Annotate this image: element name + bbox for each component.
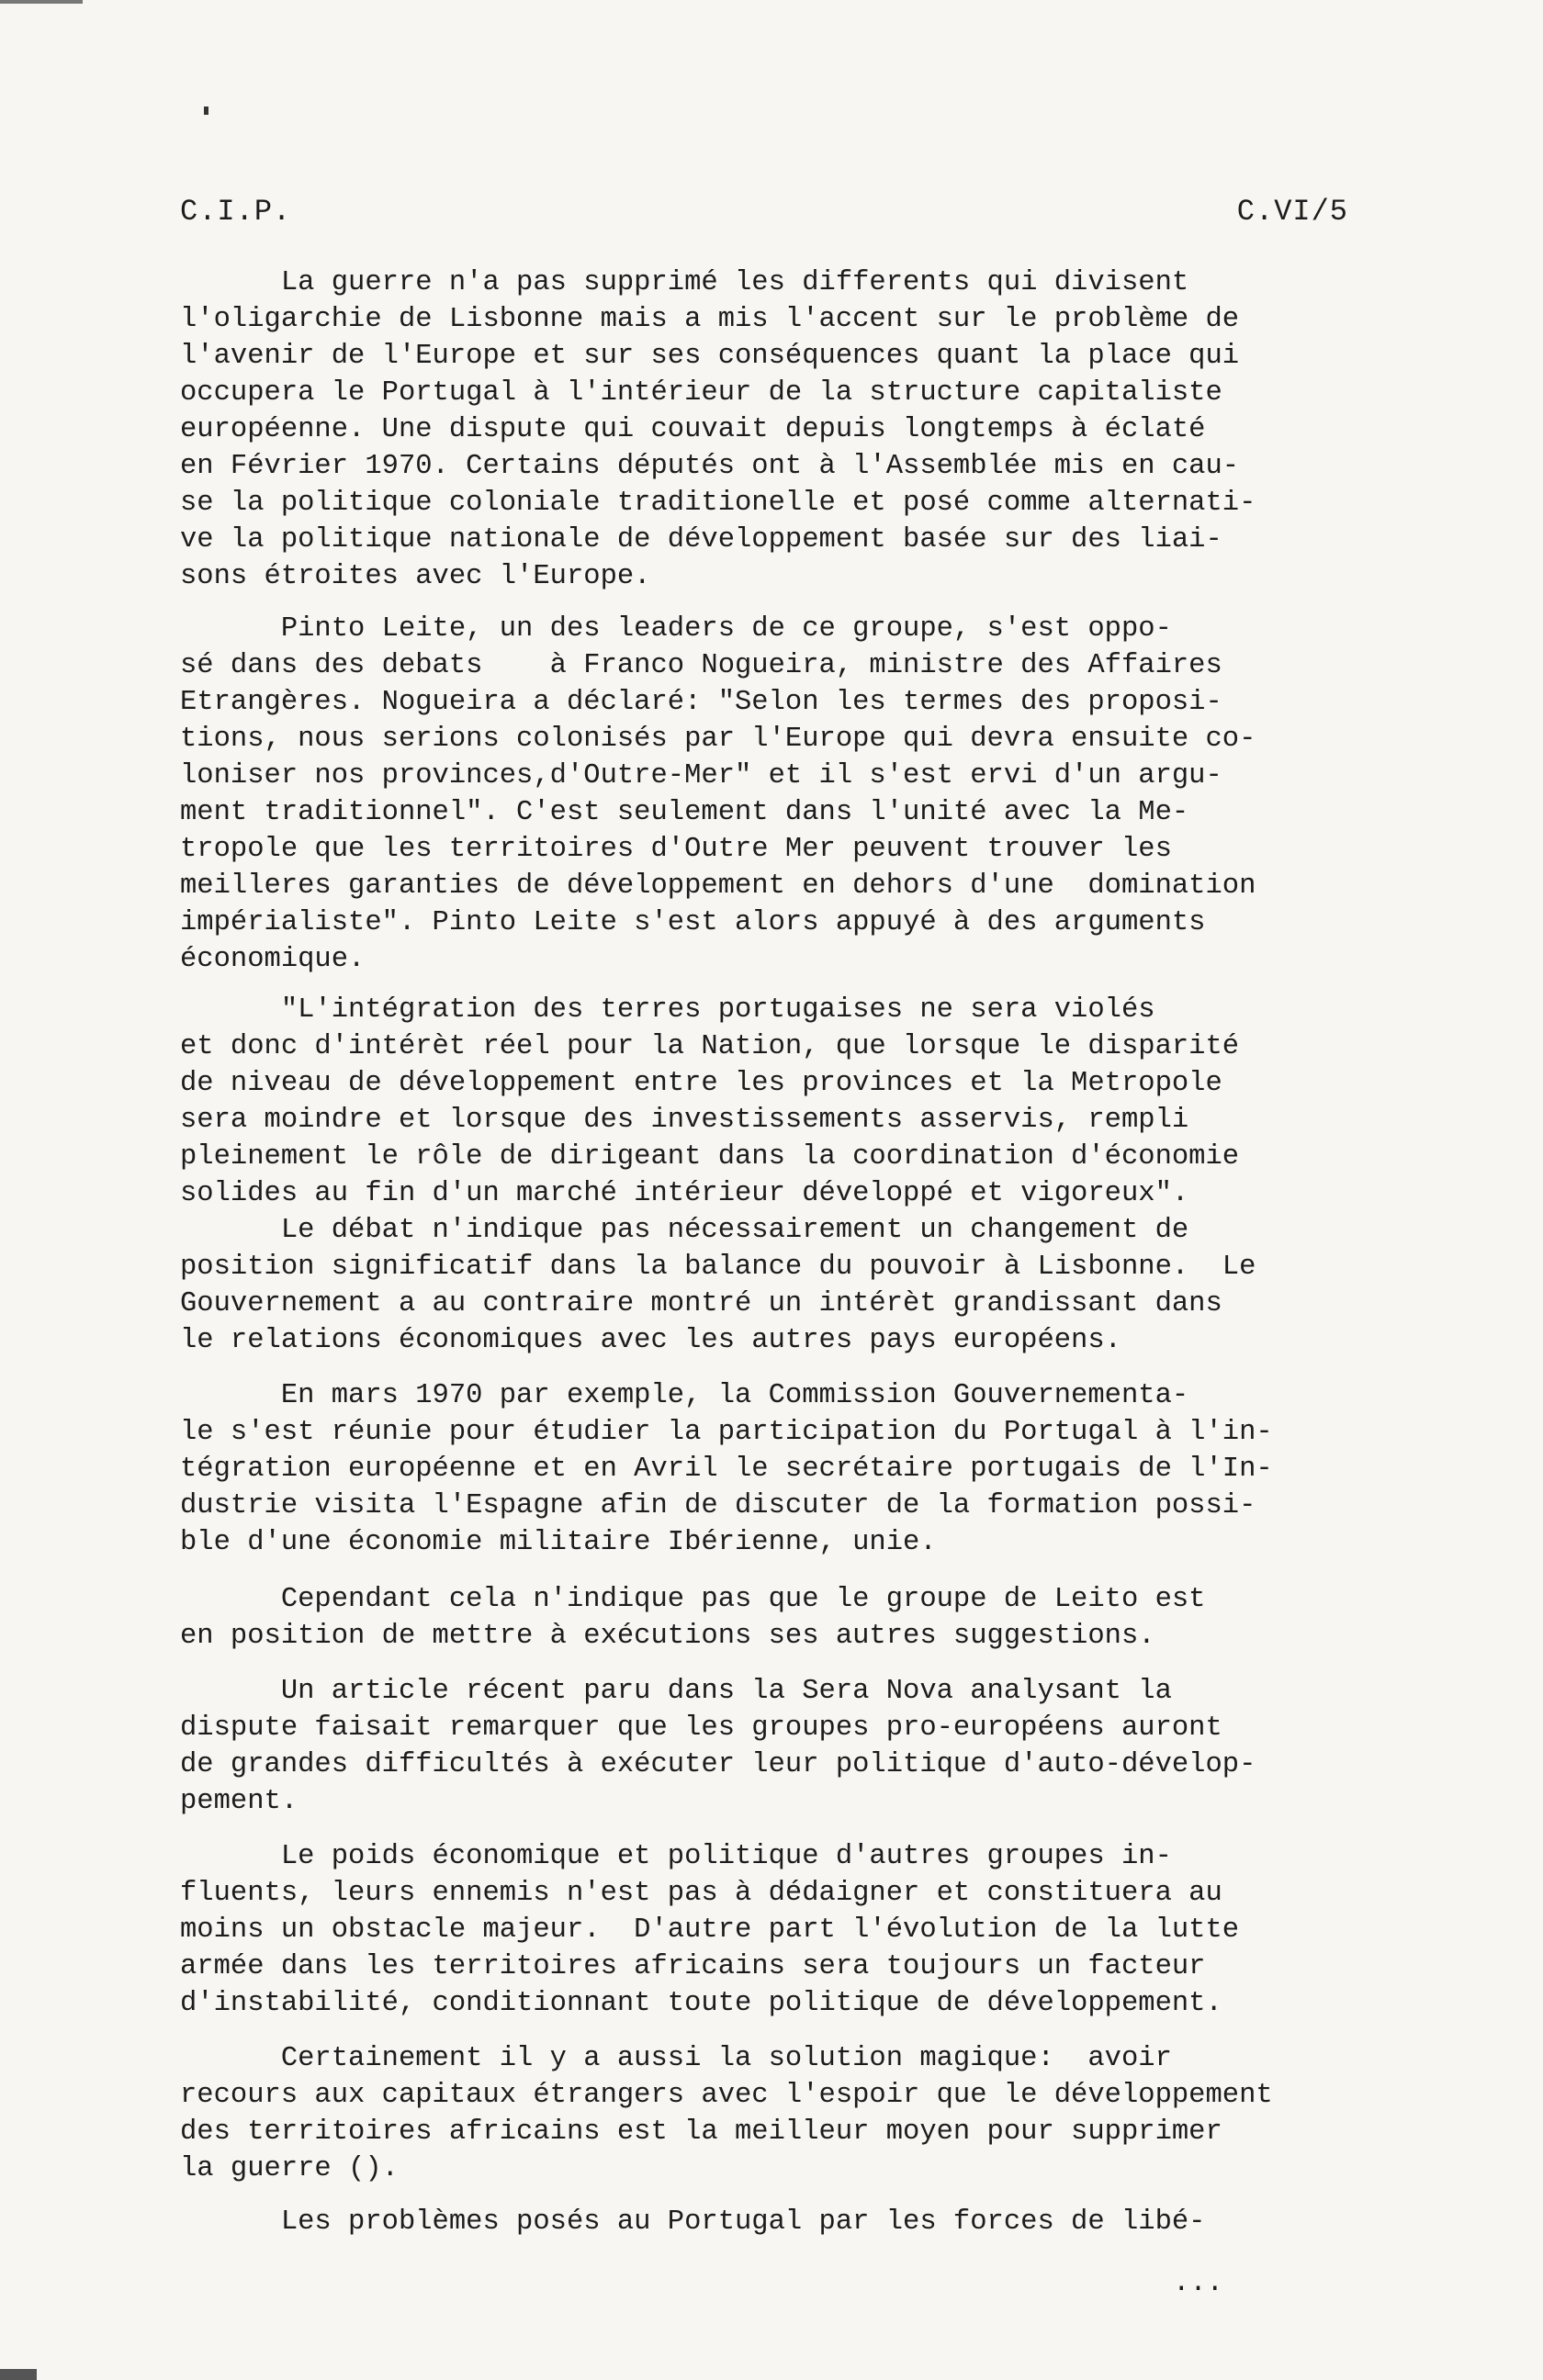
paragraph-2 [180, 611, 1402, 978]
text-line: loniser nos provinces,d'Outre-Mer" et il s'est ervi d'un argu- [180, 760, 1222, 791]
text-line: l'avenir de l'Europe et sur ses conséquences quant la place qui [180, 341, 1240, 372]
text-line: Gouvernement a au contraire montré un intérèt grandissant dans [180, 1288, 1222, 1319]
text-line: ve la politique nationale de développement basée sur des liai- [180, 524, 1222, 556]
text-line: dustrie visita l'Espagne afin de discuter de la formation possi- [180, 1490, 1256, 1521]
header-reference-left: C.I.P. [180, 195, 292, 229]
paragraph-5 [180, 1581, 1402, 1655]
text-line: Le poids économique et politique d'autres groupes in- [180, 1841, 1172, 1872]
scan-edge-mark [0, 0, 83, 4]
header-reference-right: C.VI/5 [1236, 195, 1348, 229]
text-line: dispute faisait remarquer que les groupes pro-européens auront [180, 1712, 1222, 1744]
text-line: sera moindre et lorsque des investissements asservis, rempli [180, 1105, 1189, 1136]
scan-mark [204, 107, 208, 115]
text-line: occupera le Portugal à l'intérieur de la structure capitaliste [180, 377, 1222, 409]
text-line: sons étroites avec l'Europe. [180, 561, 651, 592]
text-line: européenne. Une dispute qui couvait depuis longtemps à éclaté [180, 414, 1206, 445]
text-line: Un article récent paru dans la Sera Nova analysant la [180, 1676, 1172, 1707]
text-line: impérialiste". Pinto Leite s'est alors appuyé à des arguments [180, 907, 1206, 938]
text-line: économique. [180, 944, 366, 975]
text-line: solides au fin d'un marché intérieur développé et vigoreux". [180, 1178, 1189, 1209]
text-line: Pinto Leite, un des leaders de ce groupe, s'est oppo- [180, 613, 1172, 645]
text-line: recours aux capitaux étrangers avec l'espoir que le développement [180, 2080, 1273, 2111]
paragraph-6 [180, 1673, 1402, 1820]
text-line: "L'intégration des terres portugaises ne sera violés [180, 994, 1155, 1026]
text-line: et donc d'intérèt réel pour la Nation, que lorsque le disparité [180, 1031, 1240, 1062]
paragraph-8 [180, 2040, 1402, 2187]
text-line: Le débat n'indique pas nécessairement un changement de [180, 1215, 1189, 1246]
text-line: En mars 1970 par exemple, la Commission Gouvernementa- [180, 1380, 1189, 1411]
text-line: tégration européenne et en Avril le secrétaire portugais de l'In- [180, 1454, 1273, 1485]
text-line: pement. [180, 1786, 298, 1817]
text-line: en Février 1970. Certains députés ont à l'Assemblée mis en cau- [180, 451, 1240, 482]
paragraph-1 [180, 264, 1402, 595]
text-line: se la politique coloniale traditionelle et posé comme alternati- [180, 488, 1256, 519]
text-line: de niveau de développement entre les provinces et la Metropole [180, 1068, 1222, 1099]
paragraph-9 [180, 2204, 1402, 2240]
text-line: tions, nous serions colonisés par l'Europe qui devra ensuite co- [180, 724, 1256, 755]
text-line: fluents, leurs ennemis n'est pas à dédaigner et constituera au [180, 1878, 1222, 1909]
text-line: le s'est réunie pour étudier la participation du Portugal à l'in- [180, 1417, 1273, 1448]
text-line: d'instabilité, conditionnant toute politique de développement. [180, 1988, 1222, 2019]
text-line: Cependant cela n'indique pas que le groupe de Leito est [180, 1584, 1206, 1615]
text-line: des territoires africains est la meilleur moyen pour supprimer [180, 2116, 1222, 2148]
text-line: ment traditionnel". C'est seulement dans l'unité avec la Me- [180, 797, 1189, 828]
scan-edge-mark [0, 2369, 37, 2380]
text-line: pleinement le rôle de dirigeant dans la coordination d'économie [180, 1141, 1240, 1173]
text-line: La guerre n'a pas supprimé les differents qui divisent [180, 267, 1189, 298]
text-line: de grandes difficultés à exécuter leur politique d'auto-dévelop- [180, 1749, 1256, 1780]
text-line: le relations économiques avec les autres pays européens. [180, 1325, 1121, 1356]
text-line: la guerre (). [180, 2153, 399, 2184]
text-line: en position de mettre à exécutions ses autres suggestions. [180, 1621, 1155, 1652]
continuation-marker: ... [1173, 2268, 1223, 2299]
paragraph-7 [180, 1838, 1402, 2022]
text-line: sé dans des debats à Franco Nogueira, ministre des Affaires [180, 650, 1222, 681]
text-line: position significatif dans la balance du pouvoir à Lisbonne. Le [180, 1252, 1256, 1283]
paragraph-3 [180, 992, 1402, 1359]
text-line: armée dans les territoires africains sera toujours un facteur [180, 1951, 1206, 1982]
text-line: moins un obstacle majeur. D'autre part l'évolution de la lutte [180, 1914, 1240, 1946]
text-line: ble d'une économie militaire Ibérienne, unie. [180, 1527, 937, 1558]
text-line: Certainement il y a aussi la solution magique: avoir [180, 2043, 1172, 2074]
text-line: l'oligarchie de Lisbonne mais a mis l'accent sur le problème de [180, 304, 1240, 335]
text-line: Etrangères. Nogueira a déclaré: "Selon les termes des proposi- [180, 687, 1222, 718]
text-line: meilleres garanties de développement en dehors d'une domination [180, 870, 1256, 902]
text-line: tropole que les territoires d'Outre Mer peuvent trouver les [180, 834, 1172, 865]
text-line: Les problèmes posés au Portugal par les forces de libé- [180, 2206, 1206, 2238]
paragraph-4 [180, 1377, 1402, 1561]
